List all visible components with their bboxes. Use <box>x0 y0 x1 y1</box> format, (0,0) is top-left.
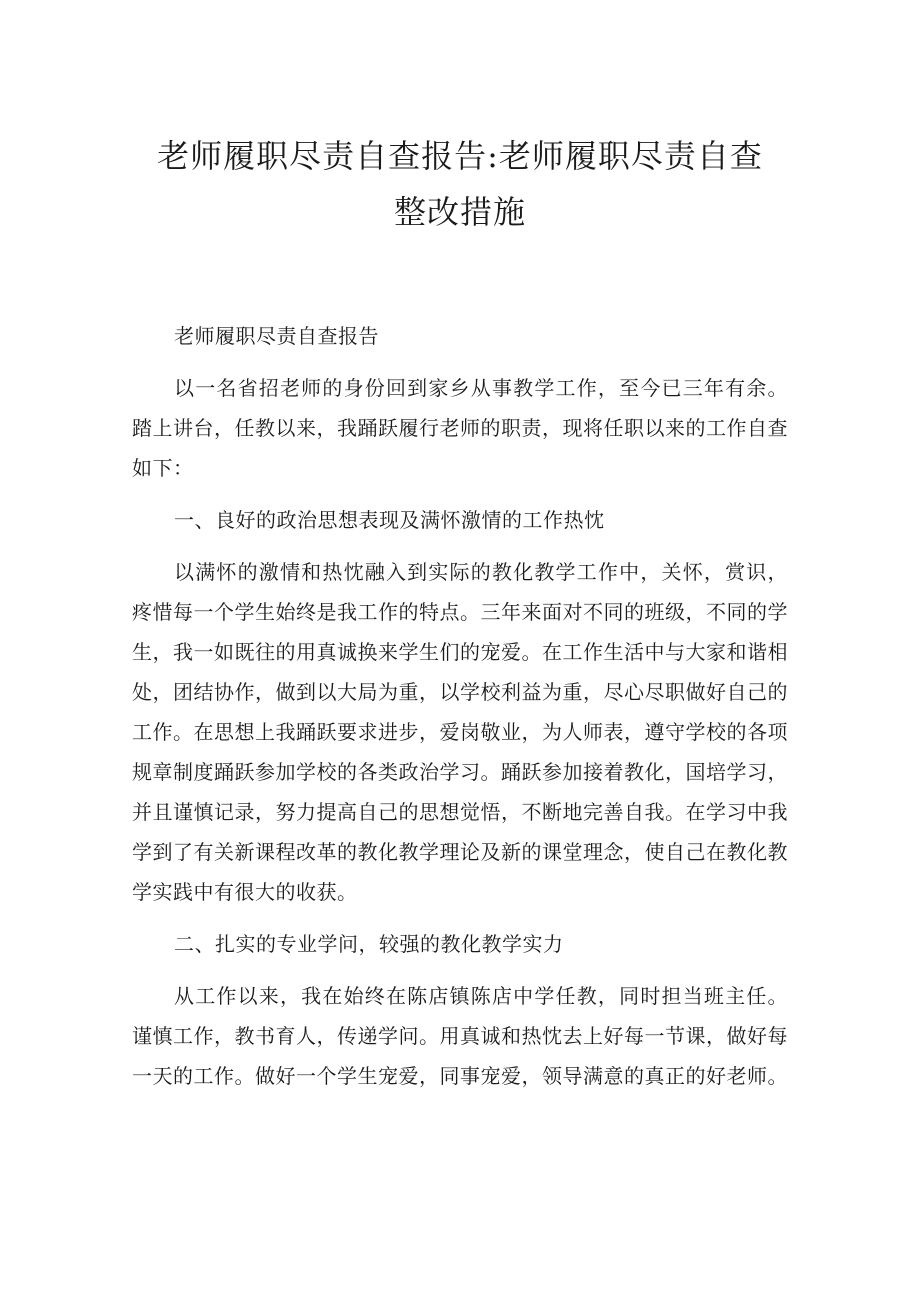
document-title <box>100 128 820 240</box>
section-heading-1: 一、良好的政治思想表现及满怀激情的工作热忱 <box>174 508 605 532</box>
report-subtitle: 老师履职尽责自查报告 <box>174 324 379 348</box>
section-1-paragraph: 以满怀的激情和热忱融入到实际的教化教学工作中，关怀，赏识，疼惜每一个学生始终是我工作的特点。三年来面对不同的班级，不同的学生，我一如既往的用真诚换来学生们的宠爱。在工作生活中与大家和谐相处，团结协作，做到以大局为重，以学校利益为重，尽心尽职做好自己的工作。在思想上我踊跃要求进步，爱岗敬业，为人师表，遵守学校的各项规章制度踊跃参加学校的各类政治学习。踊跃参加接着教化，国培学习，并且谨慎记录，努力提高自己的思想觉悟，不断地完善自我。在学习中我学到了有关新课程改革的教化教学理论及新的课堂理念，使自己在教化教学实践中有很大的收获。 <box>132 560 788 904</box>
section-2-paragraph: 从工作以来，我在始终在陈店镇陈店中学任教，同时担当班主任。谨慎工作，教书育人，传递学问。用真诚和热忱去上好每一节课，做好每一天的工作。做好一个学生宠爱，同事宠爱，领导满意的真正的好老师。 <box>132 984 788 1088</box>
title-line-2: 整改措施 <box>393 193 526 231</box>
title-line-1: 老师履职尽责自查报告:老师履职尽责自查 <box>157 137 763 175</box>
intro-paragraph: 以一名省招老师的身份回到家乡从事教学工作，至今已三年有余。踏上讲台，任教以来，我踊跃履行老师的职责，现将任职以来的工作自查如下： <box>132 376 788 480</box>
document-body <box>132 316 788 1108</box>
section-heading-2: 二、扎实的专业学问，较强的教化教学实力 <box>174 932 564 956</box>
